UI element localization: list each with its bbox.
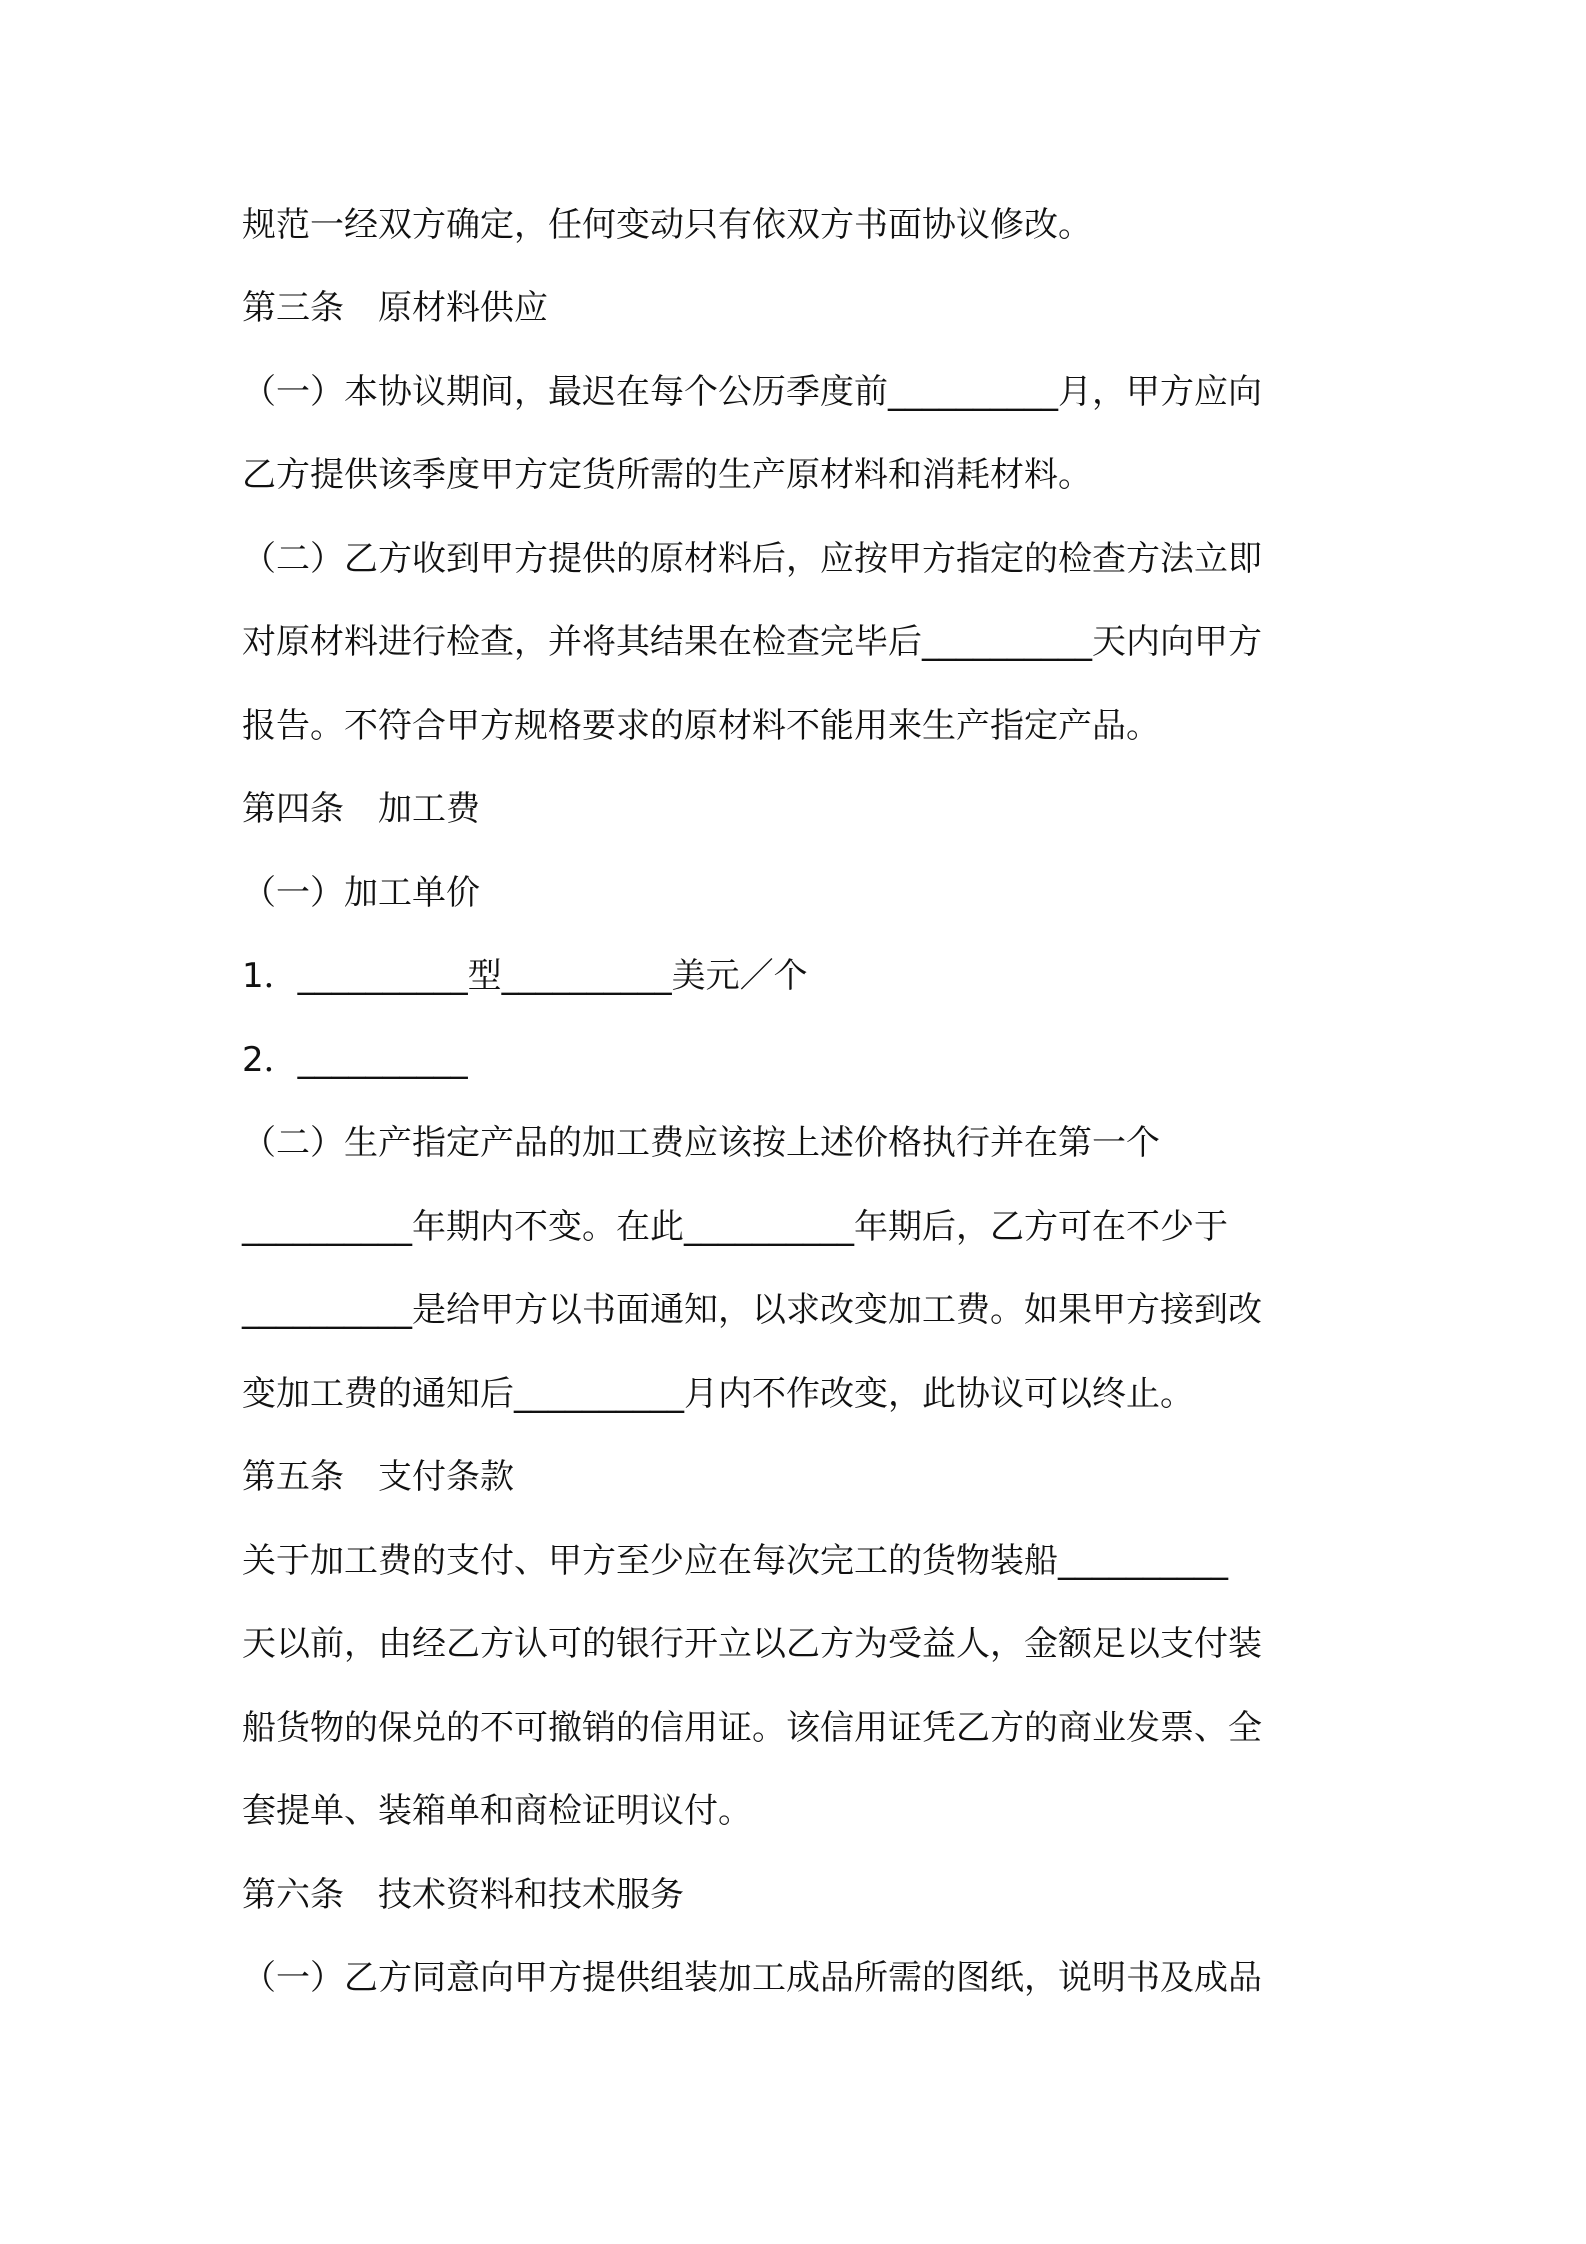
text-line-9: （一）加工单价	[242, 873, 480, 913]
article-6-heading: 第六条 技术资料和技术服务	[242, 1875, 684, 1915]
text-line-7: 报告。不符合甲方规格要求的原材料不能用来生产指定产品。	[242, 706, 1160, 746]
article-4-heading: 第四条 加工费	[242, 789, 480, 829]
text-line-14: __________是给甲方以书面通知，以求改变加工费。如果甲方接到改	[242, 1290, 1262, 1330]
text-line-17: 关于加工费的支付、甲方至少应在每次完工的货物装船__________	[242, 1541, 1228, 1581]
text-line-15: 变加工费的通知后__________月内不作改变，此协议可以终止。	[242, 1374, 1194, 1414]
text-line-18: 天以前，由经乙方认可的银行开立以乙方为受益人，金额足以支付装	[242, 1624, 1262, 1664]
text-line-5: （二）乙方收到甲方提供的原材料后，应按甲方指定的检查方法立即	[242, 539, 1262, 579]
text-line-20: 套提单、装箱单和商检证明议付。	[242, 1791, 752, 1831]
text-line-3: （一）本协议期间，最迟在每个公历季度前__________月，甲方应向	[242, 372, 1262, 412]
text-line-22: （一）乙方同意向甲方提供组装加工成品所需的图纸，说明书及成品	[242, 1958, 1262, 1998]
article-5-heading: 第五条 支付条款	[242, 1457, 514, 1497]
text-line-10: 1．__________型__________美元／个	[242, 956, 808, 996]
text-line-11: 2．__________	[242, 1040, 468, 1080]
article-3-heading: 第三条 原材料供应	[242, 288, 548, 328]
text-line-4: 乙方提供该季度甲方定货所需的生产原材料和消耗材料。	[242, 455, 1092, 495]
text-line-1: 规范一经双方确定，任何变动只有依双方书面协议修改。	[242, 205, 1092, 245]
text-line-6: 对原材料进行检查，并将其结果在检查完毕后__________天内向甲方	[242, 622, 1262, 662]
text-line-13: __________年期内不变。在此__________年期后，乙方可在不少于	[242, 1207, 1228, 1247]
text-line-19: 船货物的保兑的不可撤销的信用证。该信用证凭乙方的商业发票、全	[242, 1708, 1262, 1748]
text-line-12: （二）生产指定产品的加工费应该按上述价格执行并在第一个	[242, 1123, 1160, 1163]
